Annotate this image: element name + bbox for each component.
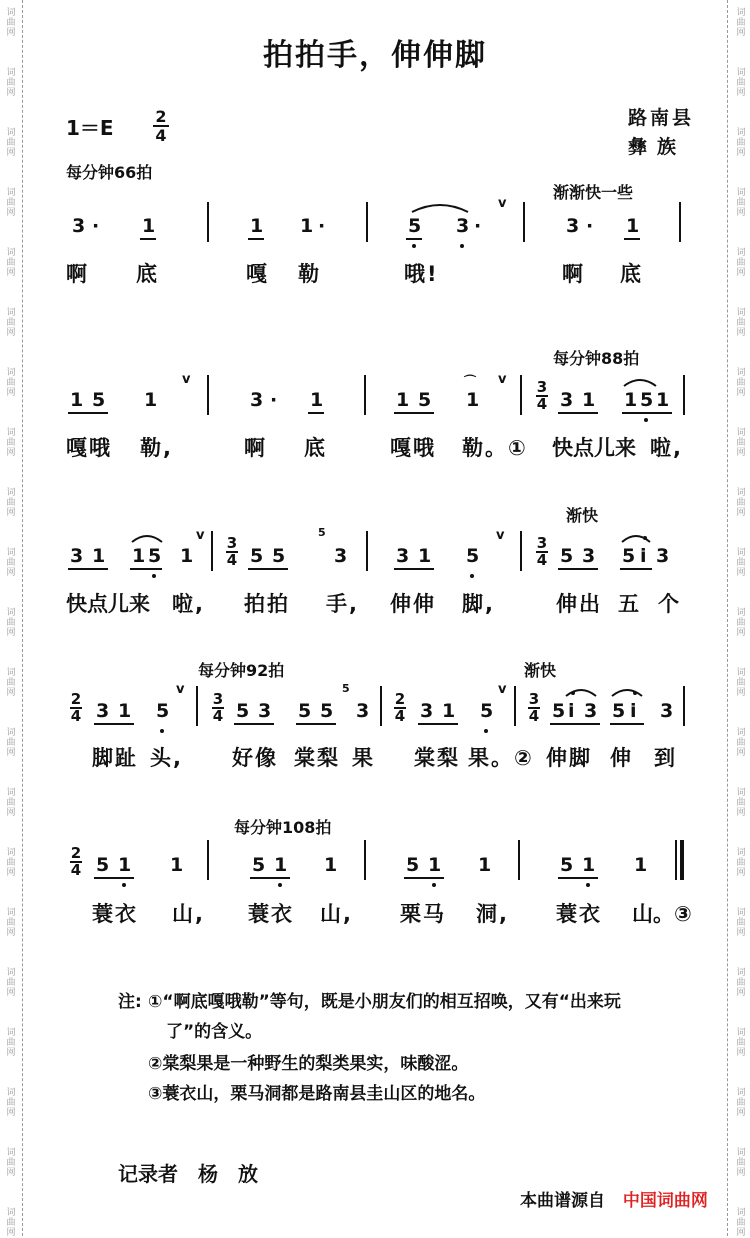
- low-octave-dot: [160, 729, 164, 733]
- note: 3: [70, 545, 84, 567]
- note: 1: [180, 545, 194, 567]
- underline: [558, 568, 598, 570]
- underline: [68, 412, 108, 414]
- watermark-text: 词曲网: [736, 488, 746, 518]
- underline: [248, 238, 264, 240]
- barline: [380, 686, 382, 726]
- watermark-text: 词曲网: [6, 1028, 16, 1058]
- note: 5: [406, 854, 420, 876]
- meter-numerator: 2: [153, 108, 169, 127]
- note: 3: [396, 545, 410, 567]
- lyric: 拍拍: [244, 592, 290, 616]
- barline: [207, 840, 209, 880]
- barline: [207, 202, 209, 242]
- slur: [610, 684, 644, 698]
- low-octave-dot: [432, 883, 436, 887]
- lyric: 个: [658, 592, 681, 616]
- time-signature: 2 4: [394, 690, 406, 725]
- lyric: 啦,: [650, 436, 683, 460]
- watermark-text: 词曲网: [6, 908, 16, 938]
- lyric: 嘎: [246, 262, 269, 286]
- breath-mark: v: [498, 196, 507, 211]
- footnote-1: ①“啊底嘎哦勒”等句，既是小朋友们的相互招唤，又有“出来玩: [148, 992, 621, 1012]
- augmentation-dot: ·: [318, 215, 326, 237]
- footnote-2: ②棠梨果是一种野生的梨类果实，味酸涩。: [148, 1054, 469, 1074]
- watermark-text: 词曲网: [6, 668, 16, 698]
- low-octave-dot: [586, 883, 590, 887]
- watermark-text: 词曲网: [736, 308, 746, 338]
- watermark-text: 词曲网: [736, 1208, 746, 1238]
- time-signature: 3 4: [226, 534, 238, 569]
- note: 3: [72, 215, 86, 237]
- augmentation-dot: ·: [474, 215, 482, 237]
- watermark-text: 词曲网: [736, 248, 746, 278]
- watermark-text: 词曲网: [6, 968, 16, 998]
- note: 1: [310, 389, 324, 411]
- watermark-text: 词曲网: [6, 8, 16, 38]
- final-barline-thin: [675, 840, 677, 880]
- note: 3: [96, 700, 110, 722]
- barline: [683, 375, 685, 415]
- tempo-marking: 每分钟88拍: [553, 349, 640, 368]
- watermark-text: 词曲网: [736, 8, 746, 38]
- lyric: 山。③: [632, 902, 692, 926]
- lyric: 啊: [66, 262, 89, 286]
- underline: [248, 568, 288, 570]
- note: 3: [566, 215, 580, 237]
- expression-marking: 渐快: [566, 506, 599, 525]
- watermark-text: 词曲网: [6, 188, 16, 218]
- note: 1: [324, 854, 338, 876]
- time-signature: 2 4: [70, 844, 82, 879]
- note: 5: [612, 700, 626, 722]
- note: 5: [92, 389, 106, 411]
- watermark-text: 词曲网: [736, 968, 746, 998]
- note: 1: [442, 700, 456, 722]
- low-octave-dot: [122, 883, 126, 887]
- note: 1: [626, 215, 640, 237]
- fermata-icon: ⌒: [464, 374, 477, 388]
- expression-marking: 渐渐快一些: [553, 183, 634, 202]
- underline: [308, 412, 324, 414]
- region-label: 路南县: [628, 107, 695, 129]
- lyric: 快点儿来: [552, 436, 636, 460]
- underline: [94, 723, 134, 725]
- underline: [130, 568, 162, 570]
- slur: [130, 530, 164, 544]
- note: 1: [582, 854, 596, 876]
- barline: [520, 375, 522, 415]
- note: 3: [250, 389, 264, 411]
- note: 1: [170, 854, 184, 876]
- augmentation-dot: ·: [586, 215, 594, 237]
- watermark-text: 词曲网: [736, 788, 746, 818]
- note: 1: [142, 215, 156, 237]
- note: 5: [560, 545, 574, 567]
- note: 1: [118, 854, 132, 876]
- barline: [364, 375, 366, 415]
- note: 1: [132, 545, 146, 567]
- watermark-text: 词曲网: [736, 1028, 746, 1058]
- underline: [140, 238, 156, 240]
- slur: [620, 530, 652, 544]
- low-octave-dot: [644, 418, 648, 422]
- underline: [418, 723, 458, 725]
- underline: [296, 723, 336, 725]
- note: 3: [420, 700, 434, 722]
- source-text: 本曲谱源自: [520, 1191, 605, 1211]
- note: 5: [466, 545, 480, 567]
- watermark-text: 词曲网: [736, 188, 746, 218]
- low-octave-dot: [460, 244, 464, 248]
- tempo-marking: 每分钟66拍: [66, 163, 153, 182]
- lyric: 棠梨: [294, 746, 340, 770]
- watermark-text: 词曲网: [6, 68, 16, 98]
- note: 3: [560, 389, 574, 411]
- time-signature: 3 4: [536, 378, 548, 413]
- underline: [406, 238, 422, 240]
- breath-mark: v: [176, 682, 185, 697]
- low-octave-dot: [412, 244, 416, 248]
- lyric: 底: [304, 436, 327, 460]
- time-signature: 3 4: [528, 690, 540, 725]
- watermark-text: 词曲网: [6, 128, 16, 158]
- barline: [211, 531, 213, 571]
- note: 5: [320, 700, 334, 722]
- watermark-text: 词曲网: [6, 248, 16, 278]
- underline: [250, 877, 290, 879]
- note: 1: [70, 389, 84, 411]
- time-signature: 3 4: [212, 690, 224, 725]
- watermark-text: 词曲网: [6, 548, 16, 578]
- underline: [394, 412, 434, 414]
- lyric: 手,: [326, 592, 359, 616]
- footnote-1-continued: 了”的含义。: [166, 1022, 263, 1042]
- source-credit: [520, 1186, 708, 1211]
- lyric: 好像: [232, 746, 278, 770]
- watermark-text: 词曲网: [736, 368, 746, 398]
- watermark-text: 词曲网: [6, 1088, 16, 1118]
- watermark-text: 词曲网: [6, 848, 16, 878]
- barline: [518, 840, 520, 880]
- tempo-marking: 每分钟108拍: [234, 818, 332, 837]
- watermark-text: 词曲网: [736, 668, 746, 698]
- ethnic-label: 彝族: [628, 136, 687, 158]
- underline: [404, 877, 444, 879]
- slur: [564, 684, 598, 698]
- note: 1: [582, 389, 596, 411]
- watermark-text: 词曲网: [6, 1208, 16, 1238]
- augmentation-dot: ·: [270, 389, 278, 411]
- barline: [366, 202, 368, 242]
- barline: [523, 202, 525, 242]
- underline: [550, 723, 600, 725]
- lyric: 哦!: [404, 262, 439, 286]
- expression-marking: 渐快: [524, 661, 557, 680]
- underline: [624, 238, 640, 240]
- note: 3: [582, 545, 596, 567]
- note: 1: [418, 545, 432, 567]
- note: 1: [92, 545, 106, 567]
- lyric: 伸出: [556, 592, 602, 616]
- lyric: 勒。①: [462, 436, 528, 460]
- low-octave-dot: [152, 574, 156, 578]
- lyric: 伸伸: [390, 592, 436, 616]
- note: 1: [428, 854, 442, 876]
- slur: [410, 198, 470, 214]
- note: 1: [396, 389, 410, 411]
- lyric: 啦,: [172, 592, 205, 616]
- note: 1: [144, 389, 158, 411]
- note: 5: [252, 854, 266, 876]
- note: 5: [96, 854, 110, 876]
- note: 1: [634, 854, 648, 876]
- breath-mark: v: [196, 528, 205, 543]
- lyric: 快点儿来: [66, 592, 150, 616]
- lyric: 栗马: [400, 902, 446, 926]
- note: 5: [298, 700, 312, 722]
- lyric: 洞,: [476, 902, 509, 926]
- note: 1: [250, 215, 264, 237]
- note: 5: [236, 700, 250, 722]
- lyric: 山,: [320, 902, 353, 926]
- note: 1: [274, 854, 288, 876]
- note: 5: [418, 389, 432, 411]
- note: 3: [356, 700, 370, 722]
- breath-mark: v: [182, 372, 191, 387]
- watermark-text: 词曲网: [736, 428, 746, 458]
- barline: [196, 686, 198, 726]
- lyric: 蓑衣: [556, 902, 602, 926]
- note: 3: [584, 700, 598, 722]
- watermark-text: 词曲网: [6, 308, 16, 338]
- note: 5: [250, 545, 264, 567]
- lyric: 勒,: [140, 436, 173, 460]
- note: 3: [456, 215, 470, 237]
- key-signature: 1＝E: [66, 116, 114, 140]
- barline: [207, 375, 209, 415]
- lyric: 嘎哦: [390, 436, 436, 460]
- watermark-text: 词曲网: [736, 608, 746, 638]
- underline: [620, 568, 652, 570]
- watermark-text: 词曲网: [736, 728, 746, 758]
- lyric: 底: [620, 262, 643, 286]
- watermark-text: 词曲网: [736, 68, 746, 98]
- underline: [234, 723, 274, 725]
- note: 5: [622, 545, 636, 567]
- watermark-text: 词曲网: [6, 608, 16, 638]
- lyric: 伸脚: [546, 746, 592, 770]
- note: 5: [408, 215, 422, 237]
- grace-note: 5: [318, 526, 326, 539]
- low-octave-dot: [278, 883, 282, 887]
- watermark-text: 词曲网: [6, 788, 16, 818]
- lyric: 果: [352, 746, 375, 770]
- meter: [153, 108, 169, 144]
- note: i: [640, 545, 647, 567]
- watermark-text: 词曲网: [736, 1088, 746, 1118]
- note: 3: [660, 700, 674, 722]
- footnote-label: 注:: [118, 992, 142, 1012]
- barline: [366, 531, 368, 571]
- augmentation-dot: ·: [92, 215, 100, 237]
- note: i: [630, 700, 637, 722]
- watermark-text: 词曲网: [736, 848, 746, 878]
- lyric: 蓑衣: [92, 902, 138, 926]
- lyric: 棠梨: [414, 746, 460, 770]
- watermark-text: 词曲网: [6, 368, 16, 398]
- time-signature: 3 4: [536, 534, 548, 569]
- lyric: 啊: [244, 436, 267, 460]
- lyric: 到: [654, 746, 677, 770]
- note: 5: [148, 545, 162, 567]
- barline: [679, 202, 681, 242]
- breath-mark: v: [498, 682, 507, 697]
- note: i: [568, 700, 575, 722]
- watermark-text: 词曲网: [6, 1148, 16, 1178]
- underline: [610, 723, 644, 725]
- note: 1: [478, 854, 492, 876]
- recorder-credit: 记录者 杨 放: [118, 1162, 258, 1186]
- note: 3: [656, 545, 670, 567]
- lyric: 蓑衣: [248, 902, 294, 926]
- note: 1: [118, 700, 132, 722]
- low-octave-dot: [484, 729, 488, 733]
- note: 3: [334, 545, 348, 567]
- watermark-text: 词曲网: [6, 728, 16, 758]
- lyric: 五: [618, 592, 641, 616]
- lyric: 勒: [298, 262, 321, 286]
- time-signature: 2 4: [70, 690, 82, 725]
- watermark-text: 词曲网: [736, 1148, 746, 1178]
- barline: [520, 531, 522, 571]
- note: 1: [466, 389, 480, 411]
- underline: [558, 877, 598, 879]
- barline: [683, 686, 685, 726]
- underline: [558, 412, 598, 414]
- note: 5: [272, 545, 286, 567]
- grace-note: 5: [342, 682, 350, 695]
- lyric: 伸: [610, 746, 633, 770]
- watermark-text: 词曲网: [6, 488, 16, 518]
- lyric: 底: [136, 262, 159, 286]
- lyric: 脚,: [462, 592, 495, 616]
- source-site-link[interactable]: 中国词曲网: [622, 1191, 708, 1211]
- tempo-marking: 每分钟92拍: [198, 661, 285, 680]
- underline: [622, 412, 672, 414]
- note: 5: [560, 854, 574, 876]
- note: 1: [656, 389, 670, 411]
- slur: [622, 374, 658, 388]
- watermark-text: 词曲网: [6, 428, 16, 458]
- underline: [394, 568, 434, 570]
- watermark-text: 词曲网: [736, 908, 746, 938]
- note: 5: [480, 700, 494, 722]
- low-octave-dot: [470, 574, 474, 578]
- underline: [68, 568, 108, 570]
- note: 3: [258, 700, 272, 722]
- lyric: 脚趾: [92, 746, 138, 770]
- barline: [514, 686, 516, 726]
- note: 5: [552, 700, 566, 722]
- meter-denominator: 4: [155, 126, 167, 145]
- lyric: 啊: [562, 262, 585, 286]
- lyric: 嘎哦: [66, 436, 112, 460]
- lyric: 山,: [172, 902, 205, 926]
- underline: [94, 877, 134, 879]
- breath-mark: v: [498, 372, 507, 387]
- note: 1: [624, 389, 638, 411]
- watermark-text: 词曲网: [736, 548, 746, 578]
- note: 5: [156, 700, 170, 722]
- watermark-text: 词曲网: [736, 128, 746, 158]
- note: 1: [300, 215, 314, 237]
- song-title: 拍拍手，伸伸脚: [263, 38, 487, 73]
- note: 5: [640, 389, 654, 411]
- lyric: 果。②: [468, 746, 534, 770]
- final-barline-thick: [680, 840, 684, 880]
- footnote-3: ③蓑衣山，栗马洞都是路南县圭山区的地名。: [148, 1084, 486, 1104]
- barline: [364, 840, 366, 880]
- breath-mark: v: [496, 528, 505, 543]
- lyric: 头,: [150, 746, 183, 770]
